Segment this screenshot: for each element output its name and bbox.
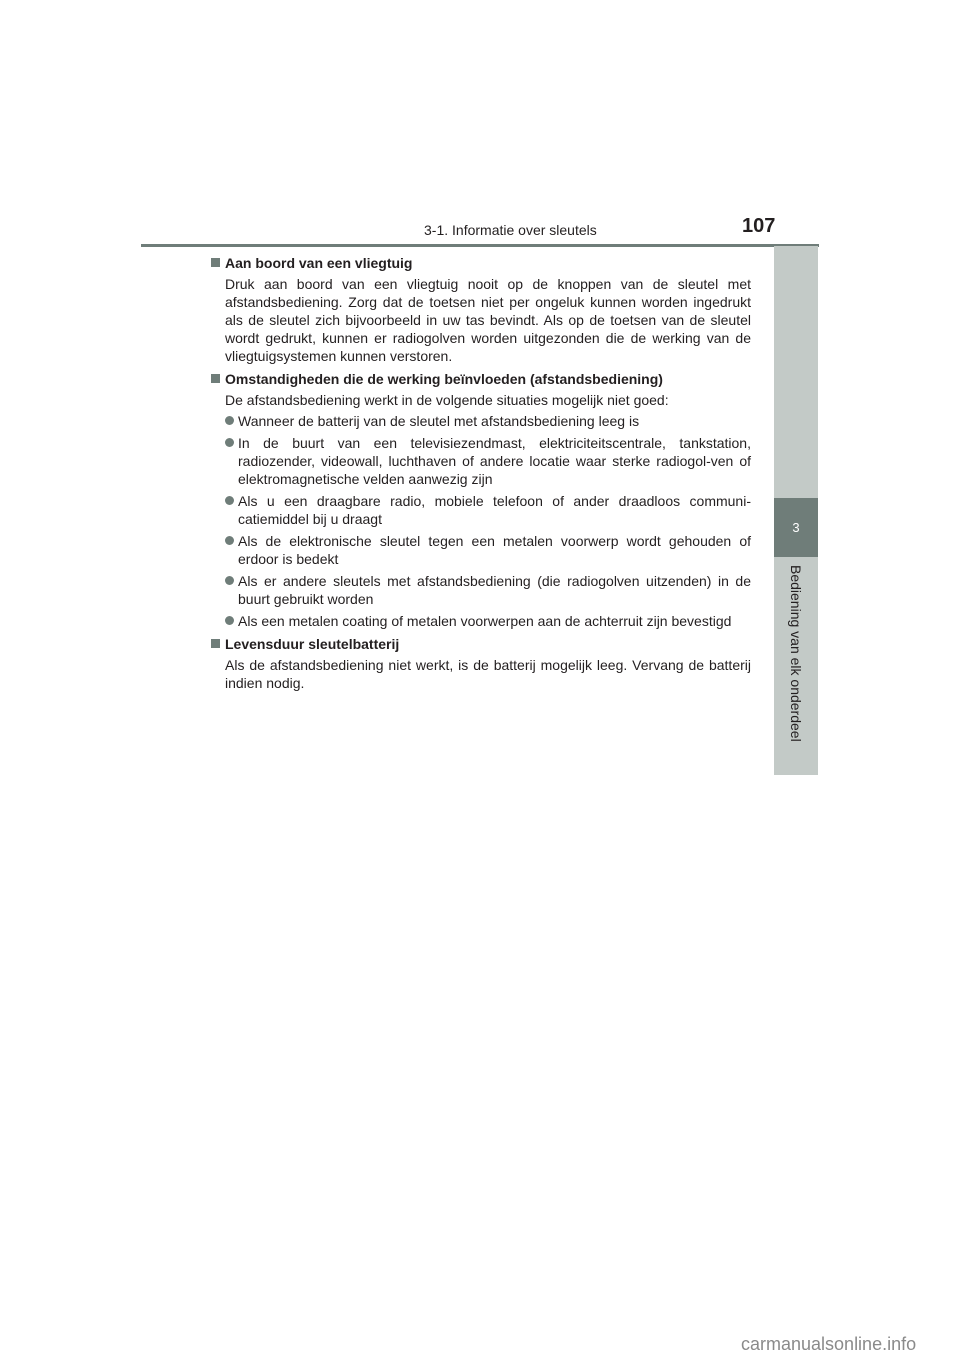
list-item bbox=[225, 492, 751, 528]
section-paragraph: Als de afstandsbediening niet werkt, is de batterij mogelijk leeg. Vervang de batterij indien nodig. bbox=[225, 657, 751, 691]
list-item bbox=[225, 572, 751, 608]
list-item bbox=[225, 412, 751, 430]
section-heading bbox=[211, 370, 751, 388]
list-item-text: Als een metalen coating of metalen voorwerpen aan de achterruit zijn bevestigd bbox=[238, 613, 732, 629]
page-content bbox=[211, 254, 751, 697]
section-heading bbox=[211, 254, 751, 272]
round-bullet-icon bbox=[225, 496, 234, 505]
round-bullet-icon bbox=[225, 536, 234, 545]
chapter-number-tab bbox=[774, 498, 818, 557]
section-battery-life bbox=[211, 635, 751, 692]
chapter-number: 3 bbox=[792, 520, 800, 535]
watermark: carmanualsonline.info bbox=[741, 1334, 917, 1354]
section-heading-text: Aan boord van een vliegtuig bbox=[225, 255, 413, 271]
list-item-text: Als er andere sleutels met afstandsbediening (die radiogolven uitzenden) in de buurt gebruikt worden bbox=[238, 573, 751, 607]
round-bullet-icon bbox=[225, 438, 234, 447]
header-section-title: 3-1. Informatie over sleutels bbox=[424, 222, 597, 238]
chapter-title: Bediening van elk onderdeel bbox=[788, 565, 804, 742]
header-rule bbox=[141, 244, 819, 247]
round-bullet-icon bbox=[225, 616, 234, 625]
square-bullet-icon bbox=[211, 374, 220, 383]
list-item-text: In de buurt van een televisiezendmast, elektriciteitscentrale, tankstation, radiozender, videowall, luchthaven of andere locatie waar sterke radiogol-ven of elektromagnetische velden aanwezig zijn bbox=[238, 435, 751, 487]
section-paragraph: De afstandsbediening werkt in de volgende situaties mogelijk niet goed: bbox=[225, 392, 669, 408]
section-heading-text: Omstandigheden die de werking beïnvloeden (afstandsbediening) bbox=[225, 371, 663, 387]
list-item-text: Als de elektronische sleutel tegen een metalen voorwerp wordt gehouden of erdoor is bedekt bbox=[238, 533, 751, 567]
section-heading bbox=[211, 635, 751, 653]
section-conditions bbox=[211, 370, 751, 630]
list-item bbox=[225, 434, 751, 488]
list-item-text: Wanneer de batterij van de sleutel met afstandsbediening leeg is bbox=[238, 413, 640, 429]
square-bullet-icon bbox=[211, 258, 220, 267]
section-aboard-aircraft bbox=[211, 254, 751, 365]
list-item bbox=[225, 612, 751, 630]
round-bullet-icon bbox=[225, 416, 234, 425]
list-item-text: Als u een draagbare radio, mobiele telefoon of ander draadloos communi-catiemiddel bij u draagt bbox=[238, 493, 751, 527]
page-number: 107 bbox=[742, 215, 776, 237]
side-tab-top bbox=[774, 246, 818, 498]
round-bullet-icon bbox=[225, 576, 234, 585]
section-paragraph: Druk aan boord van een vliegtuig nooit op de knoppen van de sleutel met afstandsbediening. Zorg dat de toetsen niet per ongeluk kunnen worden ingedrukt als de sleutel zich bijvoorbeeld in uw tas bevindt. Als op de toetsen van de sleutel wordt gedrukt, kunnen er radiogolven worden uitgezonden die de werking van de vliegtuigsystemen kunnen verstoren. bbox=[225, 276, 751, 364]
section-heading-text: Levensduur sleutelbatterij bbox=[225, 636, 400, 652]
square-bullet-icon bbox=[211, 639, 220, 648]
list-item bbox=[225, 532, 751, 568]
conditions-list bbox=[211, 412, 751, 630]
